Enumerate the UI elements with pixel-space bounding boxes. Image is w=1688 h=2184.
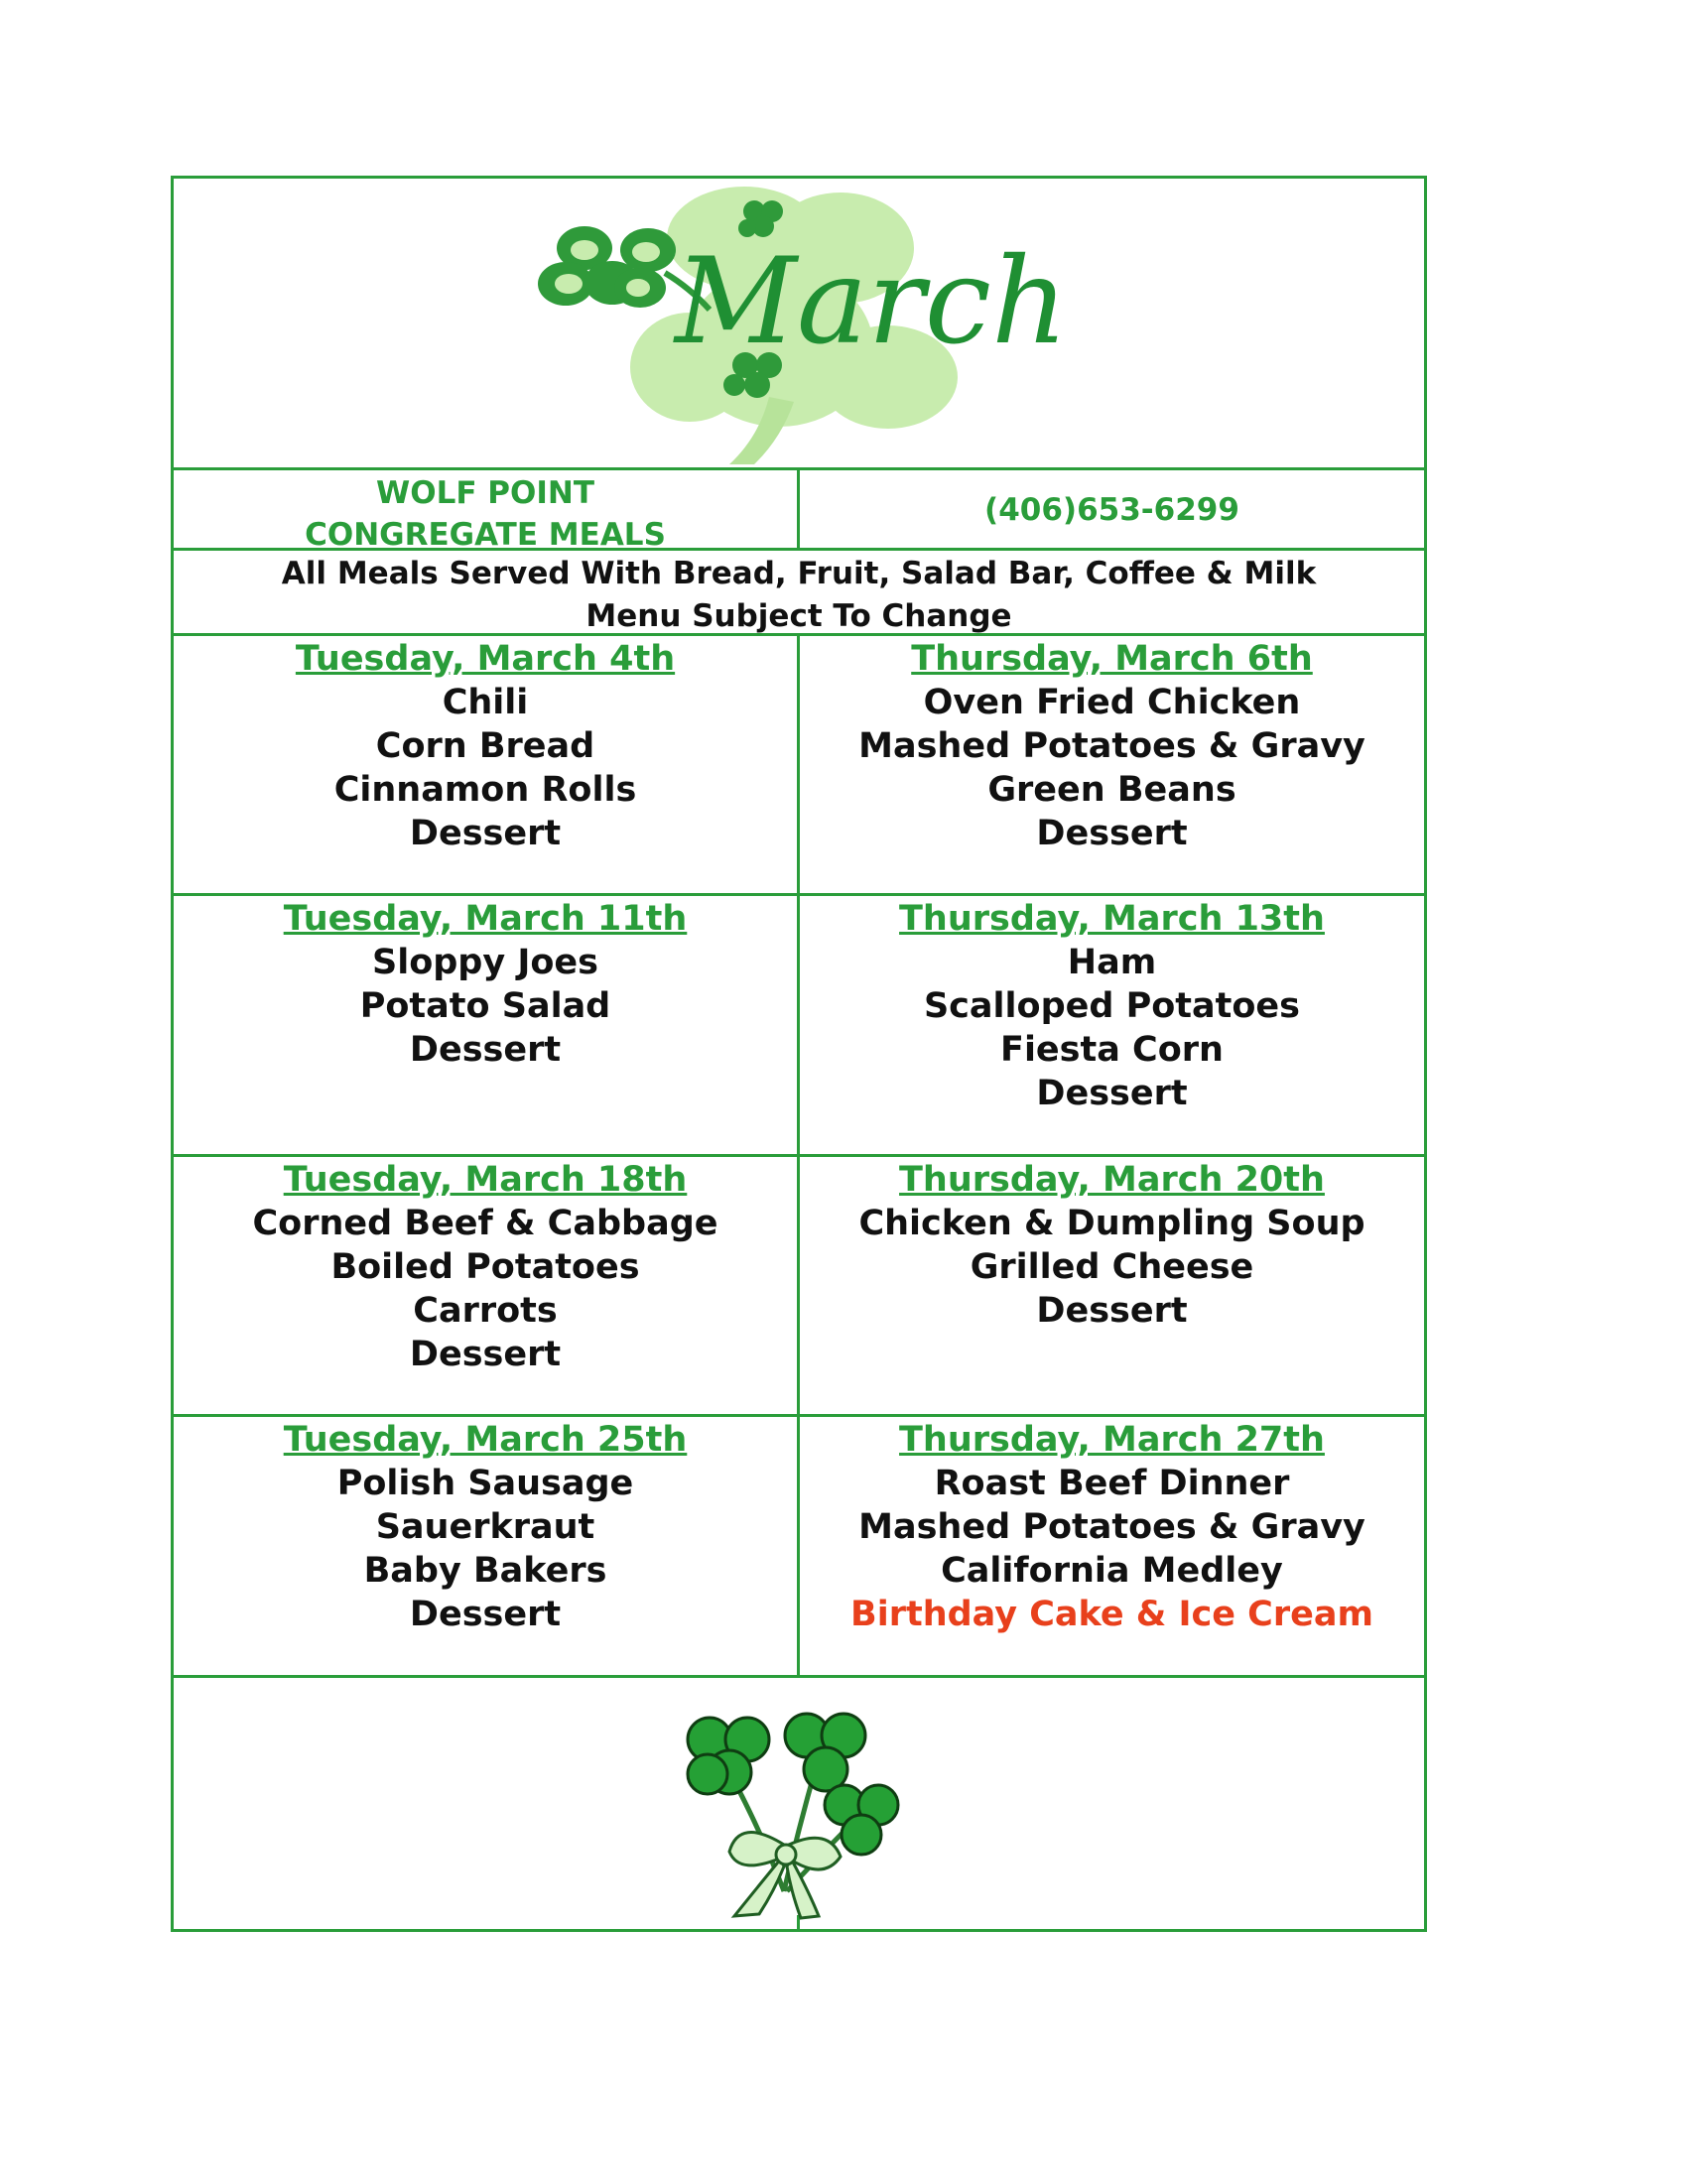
notice-row xyxy=(174,548,1424,633)
dish: Roast Beef Dinner xyxy=(934,1464,1290,1503)
week-row-4 xyxy=(174,1414,1424,1675)
org-name-line1: WOLF POINT xyxy=(376,475,594,511)
dish: Cinnamon Rolls xyxy=(333,770,637,810)
shamrock-march-banner-icon xyxy=(174,179,1430,467)
dish: Fiesta Corn xyxy=(1000,1030,1224,1070)
dish-list xyxy=(800,1462,1424,1636)
shamrock-bouquet-icon xyxy=(174,1678,1430,1932)
day-heading: Thursday, March 6th xyxy=(911,639,1313,679)
banner-word: March xyxy=(675,233,1069,371)
dish: Oven Fried Chicken xyxy=(923,683,1301,722)
day-heading: Tuesday, March 4th xyxy=(295,639,676,679)
dish: Corned Beef & Cabbage xyxy=(252,1204,718,1243)
menu-cell-left xyxy=(174,896,797,1154)
menu-cell-right xyxy=(800,896,1424,1154)
dish: Baby Bakers xyxy=(363,1551,607,1591)
menu-cell-right xyxy=(800,1157,1424,1414)
menu-cell-left xyxy=(174,1417,797,1675)
dish: Chicken & Dumpling Soup xyxy=(858,1204,1365,1243)
week-row-1 xyxy=(174,633,1424,893)
dish: Sloppy Joes xyxy=(372,943,598,982)
dish-list xyxy=(800,1202,1424,1333)
dish: Boiled Potatoes xyxy=(330,1247,640,1287)
dish: Scalloped Potatoes xyxy=(923,986,1301,1026)
org-name-line2: CONGREGATE MEALS xyxy=(305,517,666,553)
day-heading: Tuesday, March 25th xyxy=(283,1420,688,1460)
dish-highlight: Birthday Cake & Ice Cream xyxy=(850,1595,1373,1634)
week-row-2 xyxy=(174,893,1424,1154)
menu-sheet xyxy=(171,176,1427,1932)
menu-cell-left xyxy=(174,1157,797,1414)
dish: Dessert xyxy=(409,1595,562,1634)
org-name xyxy=(174,470,797,553)
dish: Carrots xyxy=(413,1291,558,1331)
dish: Dessert xyxy=(1036,1291,1188,1331)
dish-list xyxy=(174,681,797,855)
dish: Grilled Cheese xyxy=(970,1247,1254,1287)
dish: Sauerkraut xyxy=(375,1507,595,1547)
dish: Polish Sausage xyxy=(336,1464,634,1503)
dish-list xyxy=(174,941,797,1072)
dish: Mashed Potatoes & Gravy xyxy=(858,726,1365,766)
dish: Dessert xyxy=(409,814,562,853)
contact-row xyxy=(174,467,1424,553)
day-heading: Tuesday, March 18th xyxy=(283,1160,688,1200)
dish: Chili xyxy=(442,683,529,722)
dish-list xyxy=(174,1202,797,1376)
week-row-3 xyxy=(174,1154,1424,1414)
dish: Green Beans xyxy=(987,770,1236,810)
dish: Mashed Potatoes & Gravy xyxy=(858,1507,1365,1547)
day-heading: Tuesday, March 11th xyxy=(283,899,688,939)
dish-list xyxy=(800,681,1424,855)
phone-number: (406)653-6299 xyxy=(984,492,1239,528)
dish: Ham xyxy=(1067,943,1157,982)
dish: Dessert xyxy=(409,1030,562,1070)
day-heading: Thursday, March 27th xyxy=(899,1420,1325,1460)
dish: Corn Bread xyxy=(375,726,595,766)
menu-cell-left xyxy=(174,636,797,893)
dish: Dessert xyxy=(1036,1074,1188,1113)
dish: Potato Salad xyxy=(359,986,611,1026)
dish: California Medley xyxy=(941,1551,1283,1591)
notice-line1: All Meals Served With Bread, Fruit, Salad Bar, Coffee & Milk xyxy=(281,556,1317,591)
banner-row xyxy=(174,179,1424,467)
dish-list xyxy=(174,1462,797,1636)
notice-line2: Menu Subject To Change xyxy=(585,598,1012,634)
menu-cell-right xyxy=(800,636,1424,893)
day-heading: Thursday, March 13th xyxy=(899,899,1325,939)
footer-row xyxy=(174,1675,1424,1929)
dish: Dessert xyxy=(1036,814,1188,853)
menu-cell-right xyxy=(800,1417,1424,1675)
day-heading: Thursday, March 20th xyxy=(899,1160,1325,1200)
dish-list xyxy=(800,941,1424,1115)
dish: Dessert xyxy=(409,1335,562,1374)
